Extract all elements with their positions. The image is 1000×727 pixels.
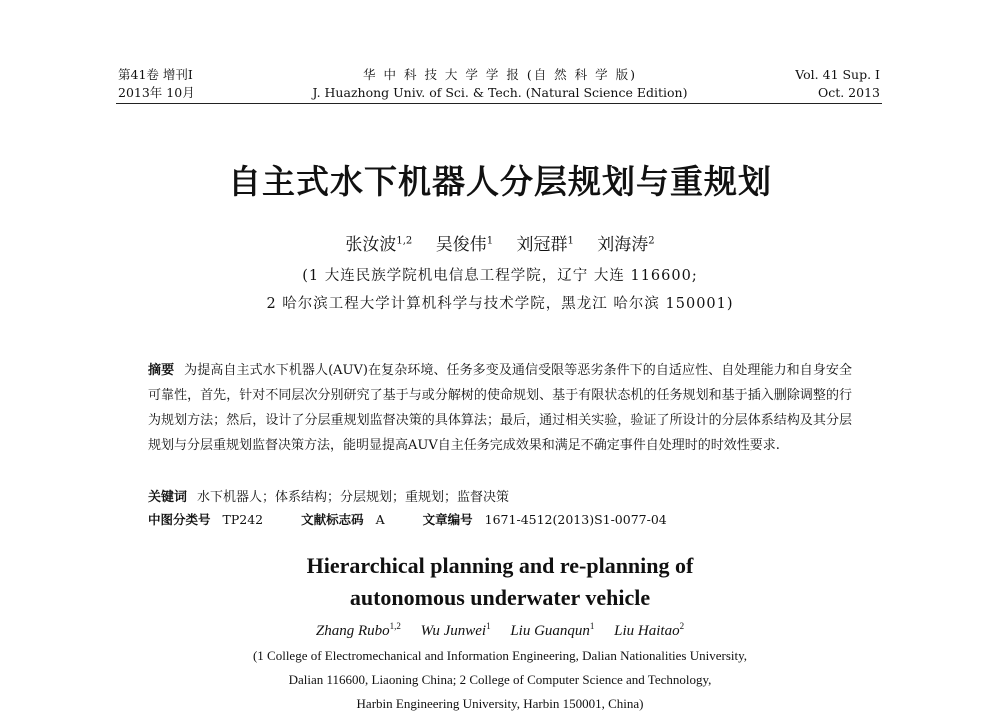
- author-cn: 张汝波$^{1,2}$: [345, 235, 413, 255]
- author-cn: 刘冠群$^1$: [516, 235, 574, 255]
- doc-code-label: 文献标志码: [301, 512, 364, 527]
- author-en: Liu Guanqun$^1$: [510, 621, 595, 639]
- keywords-label: 关键词: [148, 490, 188, 505]
- clc-value: TP242: [222, 512, 264, 527]
- header-journal-name-en: J. Huazhong Univ. of Sci. & Tech. (Natural Science Edition): [312, 85, 688, 100]
- header-journal-name-cn: 华 中 科 技 大 学 学 报 (自 然 科 学 版): [363, 67, 637, 82]
- classification-line: [148, 510, 852, 528]
- affiliation-cn-1: (1 大连民族学院机电信息工程学院，辽宁 大连 116600;: [302, 268, 698, 284]
- header-date-cn: 2013年 10月: [118, 85, 195, 100]
- affiliation-cn-2: 2 哈尔滨工程大学计算机科学与技术学院，黑龙江 哈尔滨 150001): [266, 296, 734, 312]
- affiliation-en-2: Dalian 116600, Liaoning China; 2 College of Computer Science and Technology,: [288, 672, 712, 687]
- header-rule: [116, 103, 882, 104]
- affiliation-en-3: Harbin Engineering University, Harbin 150001, China): [356, 696, 644, 711]
- author-list-cn: [0, 230, 1000, 255]
- paper-title-en-line1: Hierarchical planning and re-planning of: [306, 553, 694, 578]
- author-en: Liu Haitao$^2$: [614, 621, 685, 639]
- abstract-label: 摘要: [148, 363, 175, 378]
- header-volume-info-en: [795, 66, 880, 102]
- keywords-cn: [148, 486, 852, 505]
- author-cn: 刘海涛$^2$: [597, 235, 655, 255]
- paper-title-cn: 自主式水下机器人分层规划与重规划: [228, 162, 772, 201]
- article-number-label: 文章编号: [422, 512, 473, 527]
- paper-title-en-line2: autonomous underwater vehicle: [349, 585, 651, 610]
- header-volume-en: Vol. 41 Sup. Ⅰ: [795, 67, 880, 82]
- affiliation-en-1: (1 College of Electromechanical and Information Engineering, Dalian Nationalities University,: [252, 648, 748, 663]
- abstract-cn: [148, 358, 852, 458]
- keywords-text: 水下机器人；体系结构；分层规划；重规划；监督决策: [197, 490, 510, 505]
- header-volume-issue: 第41卷 增刊Ⅰ: [118, 67, 193, 82]
- header-date-en: Oct. 2013: [817, 85, 880, 100]
- doc-code-value: A: [375, 512, 385, 527]
- clc-label: 中图分类号: [148, 512, 211, 527]
- abstract-text: 为提高自主式水下机器人(AUV)在复杂环境、任务多变及通信受限等恶劣条件下的自适应性、自处理能力和自身安全可靠性，首先，针对不同层次分别研究了基于与或分解树的使命规划、基于有限状态机的任务规划和基于插入删除调整的行为规划方法；然后，设计了分层重规划监督决策的具体算法；最后，通过相关实验，验证了所设计的分层体系结构及其分层规划与分层重规划监督决策方法，能明显提高AUV自主任务完成效果和满足不确定事件自处理时的时效性要求.: [148, 363, 852, 453]
- article-number-value: 1671-4512(2013)S1-0077-04: [484, 512, 667, 527]
- author-en: Wu Junwei$^1$: [420, 621, 491, 639]
- author-list-en: [0, 621, 1000, 640]
- author-en: Zhang Rubo$^{1,2}$: [315, 621, 401, 639]
- author-cn: 吴俊伟$^1$: [435, 235, 494, 255]
